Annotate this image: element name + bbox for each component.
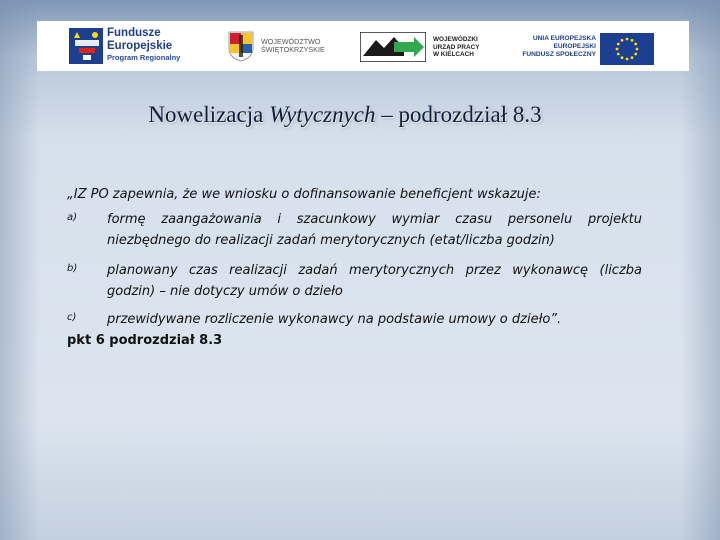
wup-arrow-icon (360, 32, 426, 62)
wojewodztwo-text (261, 38, 325, 55)
wo-line1: WOJEWÓDZTWO (261, 37, 321, 46)
fundusze-europejskie-text (107, 28, 180, 62)
list-marker-a: a) (67, 212, 78, 223)
ue-text (520, 35, 596, 59)
list-item-a (67, 209, 642, 251)
unia-europejska-logo (520, 21, 690, 71)
ue-line2: EUROPEJSKI (553, 42, 596, 50)
wup-line1: WOJEWÓDZKI (433, 36, 478, 43)
left-vignette (0, 0, 40, 540)
fundusze-europejskie-emblem-icon (69, 28, 103, 64)
coat-of-arms-icon (227, 30, 255, 62)
fe-line1: Fundusze (107, 27, 161, 39)
reference-text: pkt 6 podrozdział 8.3 (67, 333, 223, 348)
fe-line3: Program Regionalny (107, 53, 181, 62)
list-text-c: przewidywane rozliczenie wykonawcy na podstawie umowy o dzieło”. (107, 312, 562, 327)
logo-band (37, 21, 689, 71)
list-text-a: formę zaangażowania i szacunkowy wymiar czasu personelu projektu niezbędnego do realizacji zadań merytorycznych (etat/liczba godzin) (107, 212, 642, 248)
eu-flag-icon (600, 33, 654, 65)
intro-text: „IZ PO zapewnia, że we wniosku o dofinansowanie beneficjent wskazuje: (67, 187, 541, 202)
list-item-c (67, 309, 642, 330)
title-italic-word: Wytycznych (269, 102, 376, 127)
title-part3: – podrozdział 8.3 (375, 102, 542, 127)
ue-line1: UNIA EUROPEJSKA (532, 35, 596, 42)
slide-body (67, 186, 642, 349)
list-marker-b: b) (67, 263, 78, 274)
title-part1: Nowelizacja (148, 102, 270, 127)
right-vignette (680, 0, 720, 540)
fe-line2: Europejskie (107, 39, 173, 52)
wup-logo (360, 21, 510, 71)
wup-line3: W KIELCACH (433, 51, 474, 59)
wup-line2: URZĄD PRACY (433, 43, 480, 51)
list-item-b (67, 260, 642, 302)
wup-text (433, 36, 480, 59)
fundusze-europejskie-logo (69, 21, 219, 71)
wo-line2: ŚWIĘTOKRZYSKIE (261, 45, 325, 55)
list-text-b: planowany czas realizacji zadań merytorycznych przez wykonawcę (liczba godzin) – nie dotyczy umów o dzieło (107, 263, 642, 299)
slide-title (0, 102, 690, 128)
wojewodztwo-logo (227, 21, 347, 71)
list-marker-c: c) (67, 312, 77, 323)
ue-line3: FUNDUSZ SPOŁECZNY (522, 50, 596, 58)
